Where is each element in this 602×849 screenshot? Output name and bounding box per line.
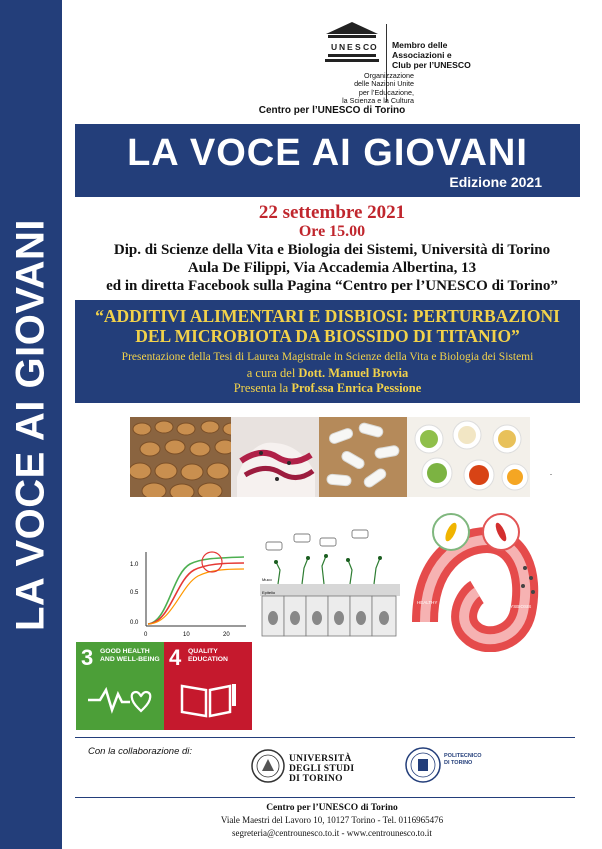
dysbiosis-label: DYSBIOSIS	[507, 604, 532, 609]
epithelium-label: Epitelio	[262, 590, 276, 595]
main-title: LA VOCE AI GIOVANI	[127, 132, 528, 174]
venue-line: Dip. di Scienze della Vita e Biologia dei Sistemi, Università di Torino	[113, 242, 551, 258]
book-icon	[178, 680, 238, 720]
divider-bottom	[75, 797, 575, 798]
polito-name: POLITECNICO DI TORINO	[444, 753, 482, 766]
venue-line: ed in diretta Facebook sulla Pagina “Centro per l’UNESCO di Torino”	[106, 278, 558, 294]
talk-subtitle: Presentazione della Tesi di Laurea Magistrale in Scienze della Vita e Biologia dei Sistemi	[121, 351, 534, 363]
svg-text:E: E	[347, 42, 353, 52]
svg-text:N: N	[339, 42, 346, 52]
svg-text:U: U	[331, 42, 338, 52]
talk-title: “ADDITIVI ALIMENTARI E DISBIOSI: PERTURBAZIONI DEL MICROBIOTA DA BIOSSIDO DI TITANIO”	[95, 306, 560, 346]
svg-text:S: S	[355, 42, 361, 52]
edition-label: Edizione 2021	[449, 174, 542, 190]
footer-contacts: segreteria@centrounesco.to.it - www.centrounesco.to.it	[232, 828, 432, 838]
unesco-org-text: Organizzazione delle Nazioni Unite per l’Educazione, la Scienza e la Cultura	[342, 71, 414, 106]
unesco-member-text: Membro delle Associazioni e Club per l’UNESCO	[392, 40, 471, 70]
chewing-gum-photo	[319, 417, 407, 497]
centro-name: Centro per l’UNESCO di Torino	[258, 105, 406, 116]
svg-text:C: C	[363, 42, 370, 52]
dysbiosis-diagram	[405, 512, 545, 652]
svg-text:O: O	[370, 42, 377, 52]
footer-org-name: Centro per l’UNESCO di Torino	[266, 803, 398, 813]
healthy-label: HEALTHY	[417, 600, 438, 605]
sauces-photo	[407, 417, 530, 497]
sdg-4-tile: 4 QUALITY EDUCATION	[164, 642, 252, 730]
event-time: Ore 15.00	[298, 223, 366, 240]
talk-band	[75, 300, 580, 403]
collaboration-label: Con la collaborazione di:	[88, 746, 193, 757]
mucus-label: Muco	[262, 577, 272, 582]
divider-top	[75, 737, 575, 738]
venue-line: Aula De Filippi, Via Accademia Albertina, 13	[187, 260, 477, 276]
x-tick: 0	[144, 632, 148, 638]
x-tick: 10	[183, 632, 190, 638]
sidebar-band	[0, 0, 62, 849]
header	[62, 0, 602, 120]
unito-seal-icon	[251, 749, 285, 783]
sdg-3-tile: 3 GOOD HEALTH AND WELL-BEING	[76, 642, 164, 730]
event-date: 22 settembre 2021	[258, 202, 406, 223]
polito-seal-icon	[405, 747, 441, 783]
biscuits-photo	[130, 417, 240, 497]
growth-curve-figure	[128, 544, 250, 644]
vertical-title: LA VOCE AI GIOVANI	[8, 219, 53, 631]
unito-name: UNIVERSITÀ DEGLI STUDI DI TORINO	[289, 754, 355, 784]
heartbeat-icon	[86, 678, 154, 718]
y-tick: 1.0	[130, 562, 139, 568]
presented-by: Presenta la Prof.ssa Enrica Pessione	[233, 381, 422, 395]
footer-address: Viale Maestri del Lavoro 10, 10127 Torino - Tel. 0116965476	[220, 815, 444, 825]
curated-by: a cura del Dott. Manuel Brovia	[246, 366, 409, 380]
y-tick: 0.5	[130, 590, 139, 596]
ice-cream-photo	[231, 417, 319, 497]
y-tick: 0.0	[130, 620, 139, 626]
title-band	[75, 124, 580, 197]
unesco-temple-logo	[322, 20, 382, 72]
stray-mark: .	[550, 468, 552, 477]
epithelium-diagram	[258, 526, 403, 640]
x-tick: 20	[223, 632, 230, 638]
